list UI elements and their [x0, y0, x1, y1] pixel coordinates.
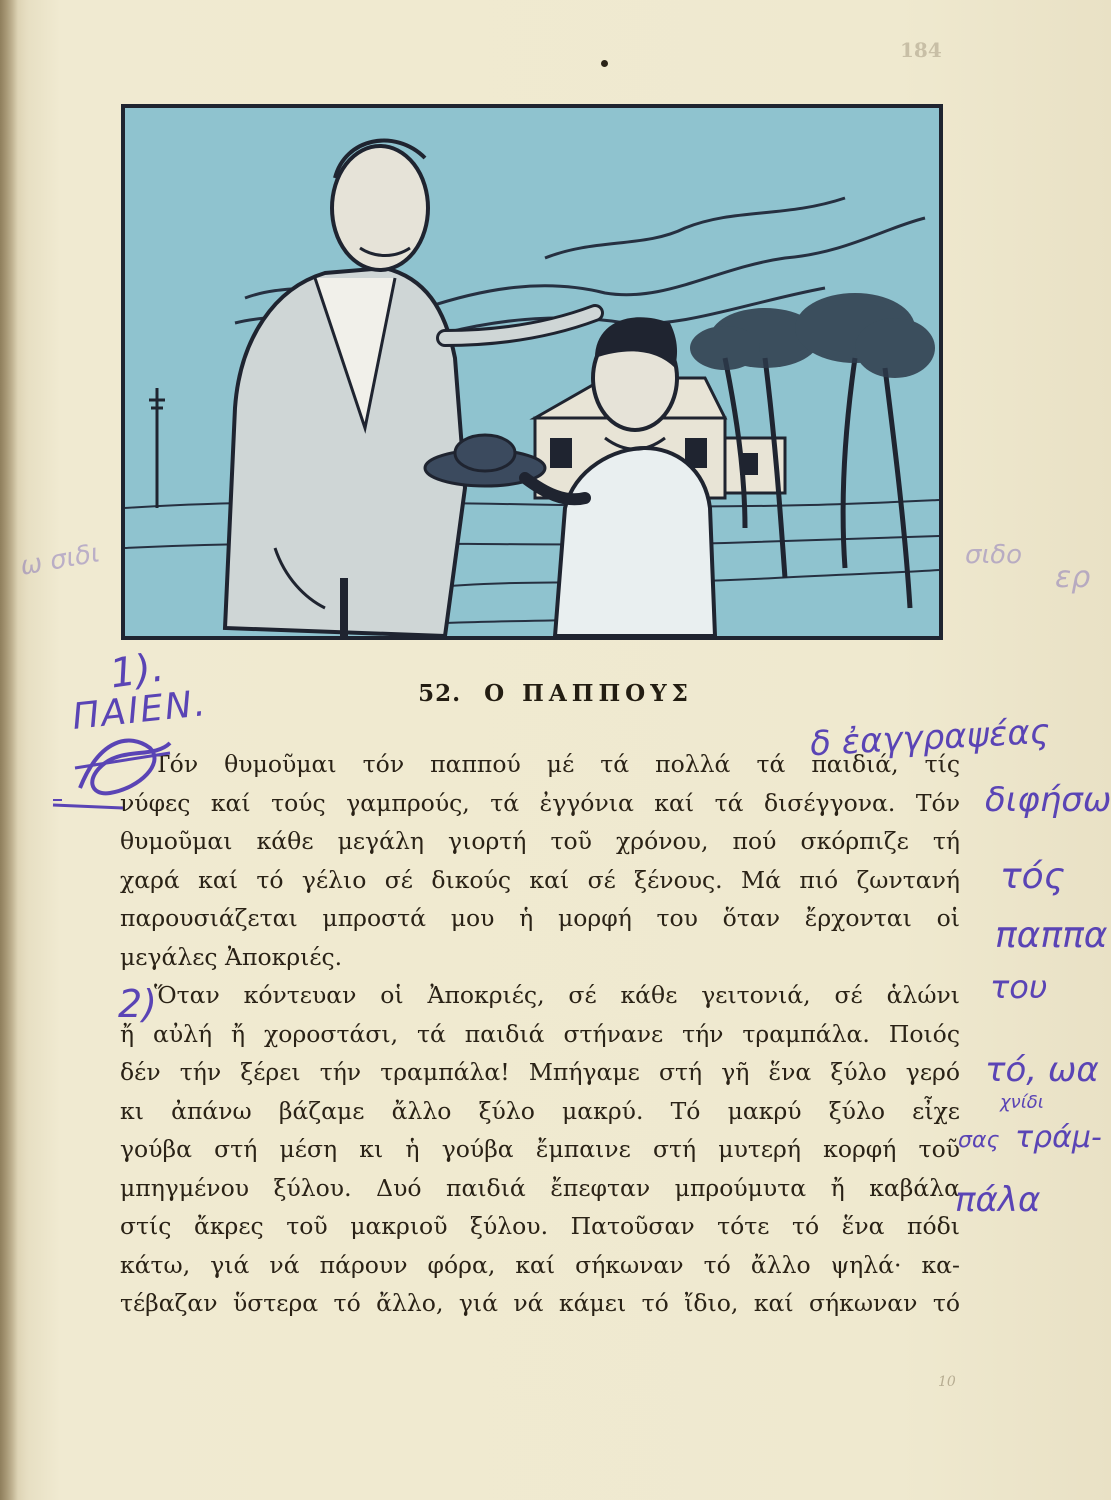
text-line: μπηγμένου ξύλου. Δυό παιδιά ἔπεφταν μπρούμυτα ἤ καβάλα: [120, 1173, 960, 1202]
handwritten-margin-5: τό, ωα: [985, 1050, 1099, 1090]
text-line: γούβα στή μέση κι ἡ γούβα ἔμπαινε στή μυτερή κορφή τοῦ: [120, 1135, 960, 1163]
handwritten-faint-far: ερ: [1055, 560, 1091, 595]
handwritten-margin-7: σας: [958, 1128, 1000, 1153]
spine-shadow: [0, 0, 18, 1500]
chapter-number: 52.: [418, 680, 462, 707]
handwritten-number-2: 2): [118, 982, 158, 1026]
handwritten-margin-1: διφήσω: [985, 780, 1111, 820]
text-line: νύφες καί τούς γαμπρούς, τά ἐγγόνια καί τά δισέγγονα. Τόν: [120, 788, 960, 817]
illustration-grandfather-and-boy: [121, 104, 943, 640]
handwritten-margin-4: του: [990, 968, 1048, 1006]
handwritten-top-right: δ ἐαγγραψέας: [809, 711, 1051, 765]
text-line: στίς ἄκρες τοῦ μακριοῦ ξύλου. Πατοῦσαν τότε τό ἕνα πόδι: [120, 1212, 960, 1240]
text-line: τέβαζαν ὕστερα τό ἄλλο, γιά νά κάμει τό ἴδιο, καί σήκωναν τό: [120, 1289, 960, 1317]
handwritten-faint-left: ω σιδι: [18, 538, 103, 582]
ink-dot: [601, 60, 608, 67]
text-line: μεγάλες Ἀποκριές.: [120, 942, 343, 971]
text-line: Τόν θυμοῦμαι τόν παππού μέ τά πολλά τά παιδιά, τίς: [154, 750, 960, 778]
handwritten-margin-6: χνίδι: [1000, 1092, 1044, 1113]
text-line: ἤ αὐλή ἤ χοροστάσι, τά παιδιά στήνανε τήν τραμπάλα. Ποιός: [120, 1019, 960, 1048]
bracket-mark: [48, 790, 128, 820]
footer-mark: 10: [938, 1374, 956, 1390]
woodcut-illustration: [125, 108, 939, 636]
text-line: παρουσιάζεται μπροστά μου ἡ μορφή του ὅταν ἔρχονται οἱ: [120, 904, 960, 932]
handwritten-number-1: 1).: [107, 644, 167, 698]
text-line: δέν τήν ξέρει τήν τραμπάλα! Μπήγαμε στή γῆ ἕνα ξύλο γερό: [120, 1058, 960, 1086]
text-line: Ὅταν κόντευαν οἱ Ἀποκριές, σέ κάθε γειτονιά, σέ ἁλώνι: [154, 981, 960, 1009]
handwritten-margin-2: τός: [1000, 856, 1065, 897]
text-line: κάτω, γιά νά πάρουν φόρα, καί σήκωναν τό ἄλλο ψηλά· κα-: [120, 1250, 960, 1279]
handwritten-margin-8: τράμ-: [1015, 1120, 1102, 1155]
handwritten-faint-right: σιδο: [965, 540, 1023, 570]
text-line: κι ἀπάνω βάζαμε ἄλλο ξύλο μακρύ. Τό μακρύ ξύλο εἶχε: [120, 1096, 960, 1125]
chapter-title: Ο ΠΑΠΠΟΥΣ: [484, 680, 693, 707]
handwritten-palev: ΠΑΙΕΝ.: [70, 683, 210, 738]
story-body: [120, 745, 960, 1323]
text-line: θυμοῦμαι κάθε μεγάλη γιορτή τοῦ χρόνου, πού σκόρπιζε τή: [120, 827, 960, 855]
handwritten-margin-9: πάλα: [955, 1180, 1041, 1220]
text-line: χαρά καί τό γέλιο σέ δικούς καί σέ ξένους. Μά πιό ζωντανή: [120, 865, 960, 894]
handwritten-margin-3: παππα: [995, 915, 1108, 956]
page-number: 184: [900, 38, 942, 62]
